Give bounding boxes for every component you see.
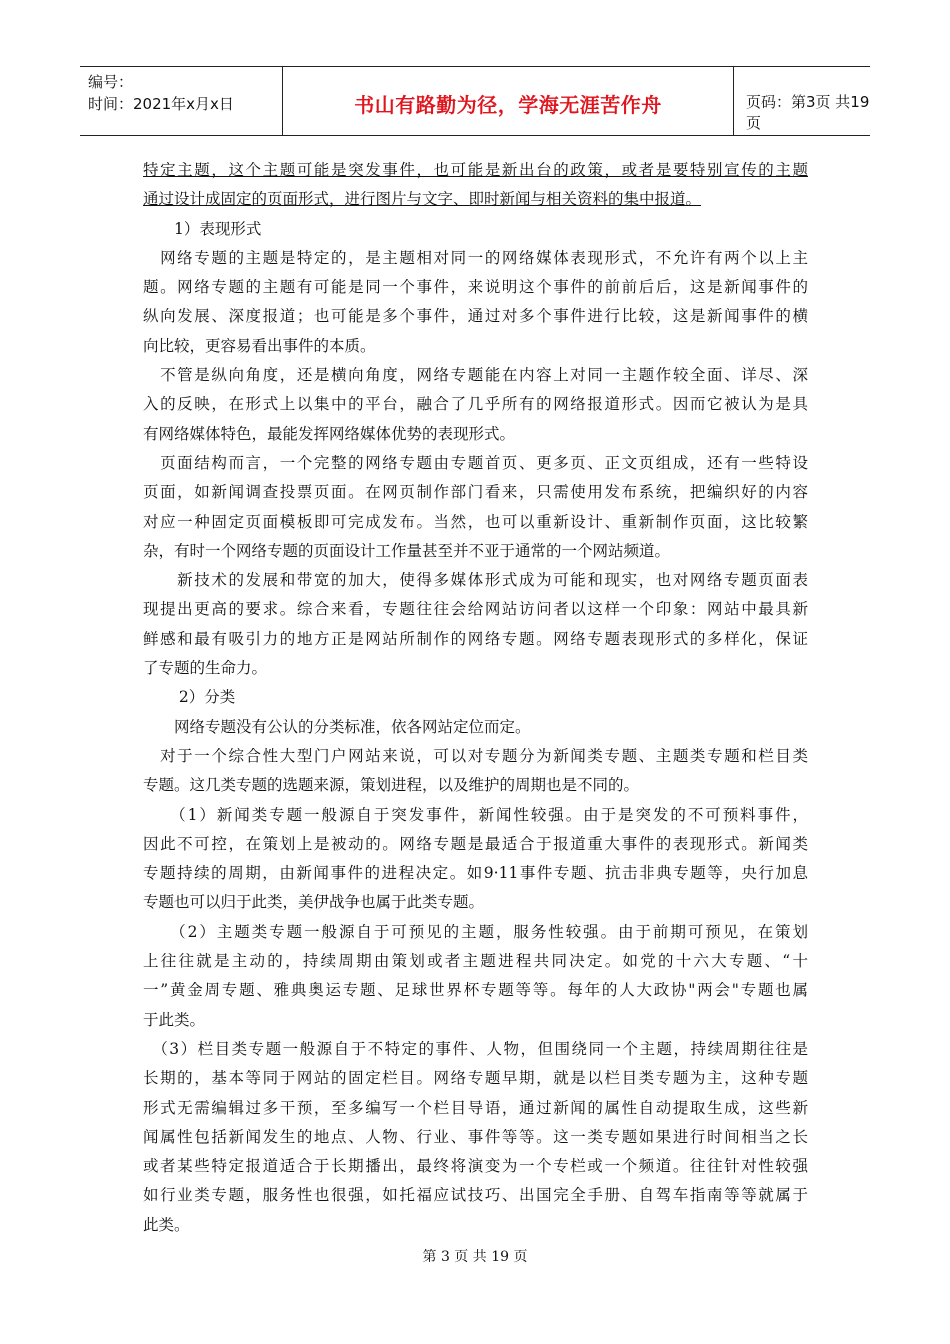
page-header bbox=[80, 66, 870, 136]
body-line: 通过设计成固定的页面形式，进行图片与文字、即时新闻与相关资料的集中报道。 bbox=[143, 190, 702, 209]
body-line: 专题。这几类专题的选题来源，策划进程，以及维护的周期也是不同的。 bbox=[143, 776, 640, 795]
body-line: 页面结构而言，一个完整的网络专题由专题首页、更多页、正文页组成，还有一些特设 bbox=[143, 453, 808, 472]
body-line: 一”黄金周专题、雅典奥运专题、足球世界杯专题等等。每年的人大政协"两会"专题也属 bbox=[143, 981, 808, 1000]
body-line: 特定主题，这个主题可能是突发事件，也可能是新出台的政策，或者是要特别宣传的主题 bbox=[143, 161, 808, 179]
body-line: 入的反映，在形式上以集中的平台，融合了几乎所有的网络报道形式。因而它被认为是具 bbox=[143, 395, 808, 414]
body-line: 纵向发展、深度报道；也可能是多个事件，通过对多个事件进行比较，这是新闻事件的横 bbox=[143, 307, 808, 326]
body-line: 因此不可控，在策划上是被动的。网络专题是最适合于报道重大事件的表现形式。新闻类 bbox=[143, 834, 808, 853]
body-line: 有网络媒体特色，最能发挥网络媒体优势的表现形式。 bbox=[143, 424, 516, 443]
body-line: 于此类。 bbox=[143, 1010, 206, 1029]
body-line: 不管是纵向角度，还是横向角度，网络专题能在内容上对同一主题作较全面、详尽、深 bbox=[143, 366, 808, 385]
header-meta bbox=[80, 67, 282, 135]
body-line: （1）新闻类专题一般源自于突发事件，新闻性较强。由于是突发的不可预料事件， bbox=[143, 805, 808, 824]
body-line: 了专题的生命力。 bbox=[143, 659, 268, 678]
body-line: 网络专题没有公认的分类标准，依各网站定位而定。 bbox=[143, 717, 531, 736]
body-line: 对应一种固定页面模板即可完成发布。当然，也可以重新设计、重新制作页面，这比较繁 bbox=[143, 512, 808, 531]
body-line: 专题也可以归于此类，美伊战争也属于此类专题。 bbox=[143, 893, 485, 912]
body-line: 此类。 bbox=[143, 1215, 190, 1234]
body-line: 杂，有时一个网络专题的页面设计工作量甚至并不亚于通常的一个网站频道。 bbox=[143, 541, 671, 560]
body-line: 页面，如新闻调查投票页面。在网页制作部门看来，只需使用发布系统，把编织好的内容 bbox=[143, 483, 808, 502]
body-line: 向比较，更容易看出事件的本质。 bbox=[143, 336, 376, 355]
document-number-label: 编号： bbox=[88, 73, 134, 91]
body-line: 专题持续的周期，由新闻事件的进程决定。如9·11事件专题、抗击非典专题等，央行加息 bbox=[143, 864, 808, 883]
body-line: （3）栏目类专题一般源自于不特定的事件、人物，但围绕同一个主题，持续周期往往是 bbox=[143, 1039, 808, 1058]
body-line: 现提出更高的要求。综合来看，专题往往会给网站访问者以这样一个印象：网站中最具新 bbox=[143, 600, 808, 619]
body-line: 如行业类专题，服务性也很强，如托福应试技巧、出国完全手册、自驾车指南等等就属于 bbox=[143, 1186, 808, 1205]
section-heading: 1）表现形式 bbox=[143, 219, 262, 238]
header-page-label: 页码：第3页 共19页 bbox=[746, 93, 870, 132]
body-line: 或者某些特定报道适合于长期播出，最终将演变为一个专栏或一个频道。往往针对性较强 bbox=[143, 1157, 808, 1176]
body-line: 新技术的发展和带宽的加大，使得多媒体形式成为可能和现实，也对网络专题页面表 bbox=[143, 571, 808, 590]
body-line: 闻属性包括新闻发生的地点、人物、行业、事件等等。这一类专题如果进行时间相当之长 bbox=[143, 1127, 808, 1146]
header-motto-cell bbox=[282, 67, 734, 135]
section-heading: 2）分类 bbox=[143, 688, 236, 707]
body-line: 长期的，基本等同于网站的固定栏目。网络专题早期，就是以栏目类专题为主，这种专题 bbox=[143, 1069, 808, 1088]
body-line: 题。网络专题的主题有可能是同一个事件，来说明这个事件的前前后后，这是新闻事件的 bbox=[143, 278, 808, 297]
page-footer: 第 3 页 共 19 页 bbox=[422, 1249, 528, 1265]
body-line: 网络专题的主题是特定的，是主题相对同一的网络媒体表现形式，不允许有两个以上主 bbox=[143, 248, 808, 267]
body-line: 鲜感和最有吸引力的地方正是网站所制作的网络专题。网络专题表现形式的多样化，保证 bbox=[143, 629, 808, 648]
body-line: 对于一个综合性大型门户网站来说，可以对专题分为新闻类专题、主题类专题和栏目类 bbox=[143, 746, 808, 765]
document-time-label: 时间：2021年x月x日 bbox=[88, 95, 234, 113]
body-line: 上往往就是主动的，持续周期由策划或者主题进程共同决定。如党的十六大专题、“十 bbox=[143, 952, 808, 971]
body-line: 形式无需编辑过多干预，至多编写一个栏目导语，通过新闻的属性自动提取生成，这些新 bbox=[143, 1098, 808, 1117]
document-body bbox=[143, 156, 808, 1240]
body-line: （2）主题类专题一般源自于可预见的主题，服务性较强。由于前期可预见，在策划 bbox=[143, 922, 808, 941]
header-motto: 书山有路勤为径，学海无涯苦作舟 bbox=[354, 93, 662, 117]
